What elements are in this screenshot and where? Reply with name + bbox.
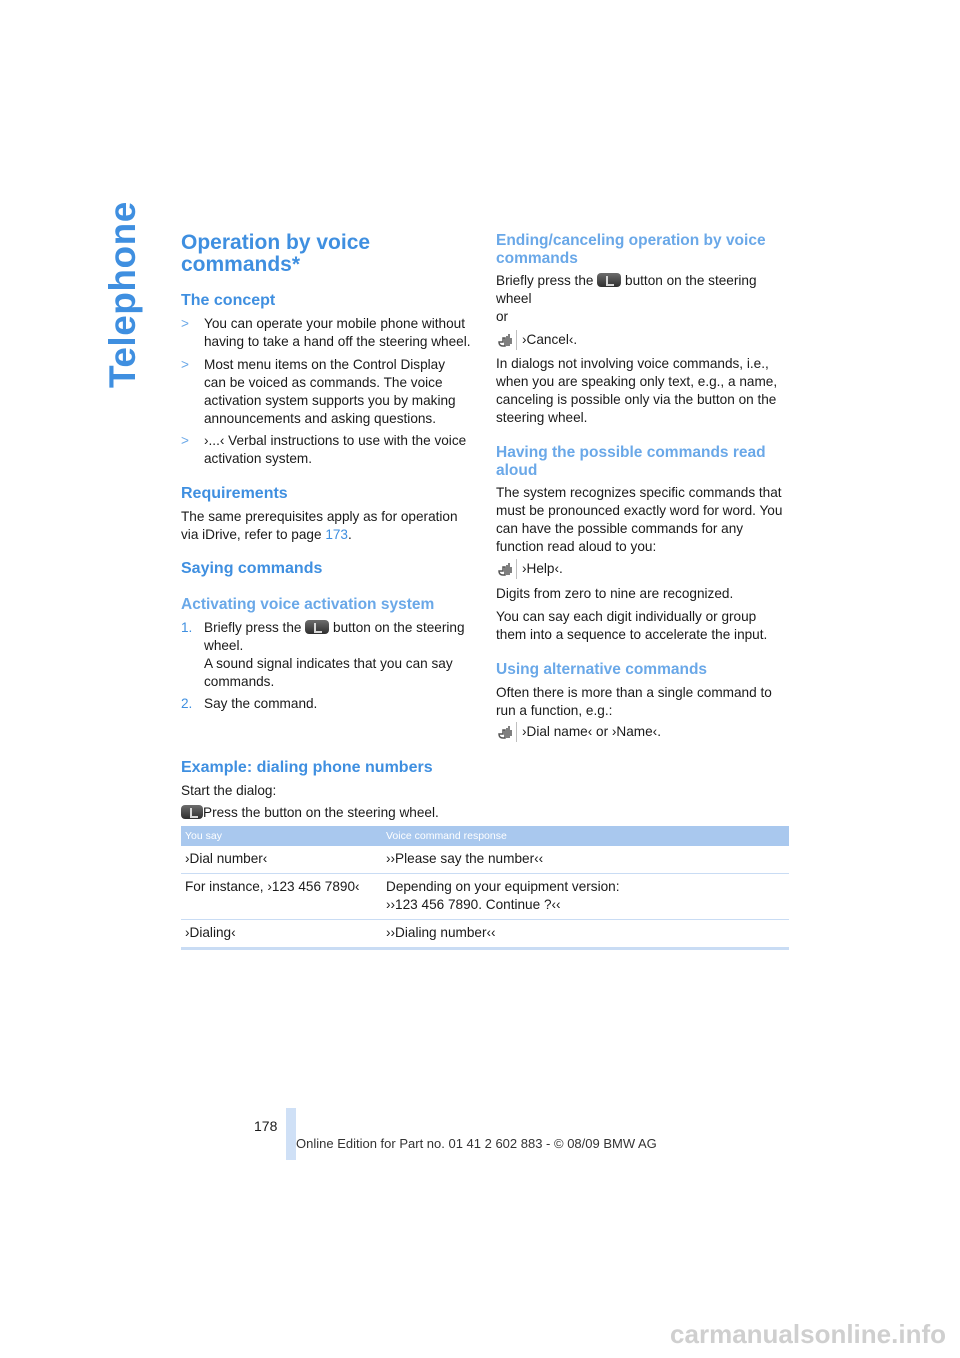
section-heading: Operation by voice commands* — [181, 231, 371, 276]
voice-button-icon — [181, 805, 203, 819]
table-row — [181, 846, 789, 874]
dialogs-text: In dialogs not involving voice commands, i.e., when you are speaking only text, e.g., a name, canceling is possible only via the button on the steering wheel. — [496, 356, 778, 425]
activating-heading: Activating voice activation system — [181, 596, 435, 613]
table-cell: Depending on your equipment version: ››123 456 7890. Continue ?‹‹ — [382, 874, 789, 920]
table-header-row — [181, 826, 789, 846]
column-header: Voice command response — [382, 826, 789, 846]
table-row — [181, 874, 789, 920]
ending-text: Briefly press the button on the steering wheel or — [496, 273, 757, 324]
footer-edition: Online Edition for Part no. 01 41 2 602 883 - © 08/09 BMW AG — [296, 1136, 657, 1151]
voice-button-icon — [305, 620, 329, 634]
example-start-text: Start the dialog: — [181, 783, 277, 798]
page-number: 178 — [254, 1118, 278, 1134]
table-cell: For instance, ›123 456 7890‹ — [181, 874, 382, 920]
table-cell: ››Dialing number‹‹ — [382, 920, 789, 949]
command-table — [181, 826, 789, 950]
readaloud-text: The system recognizes specific commands that must be pronounced exactly word for word. You can have the possible commands for any function read aloud to you: — [496, 485, 783, 554]
group-text: You can say each digit individually or group them into a sequence to accelerate the input. — [496, 609, 768, 642]
requirements-heading: Requirements — [181, 485, 288, 502]
voice-command-icon — [496, 330, 517, 350]
readaloud-heading: Having the possible commands read aloud — [496, 444, 766, 479]
digits-text: Digits from zero to nine are recognized. — [496, 586, 734, 601]
table-cell: ›Dialing‹ — [181, 920, 382, 949]
saying-commands-heading: Saying commands — [181, 560, 323, 577]
alternative-text: Often there is more than a single command to run a function, e.g.: — [496, 685, 772, 718]
example-heading: Example: dialing phone numbers — [181, 759, 433, 776]
table-row — [181, 920, 789, 949]
column-header: You say — [181, 826, 382, 846]
voice-command-icon — [496, 722, 517, 742]
voice-command-icon — [496, 559, 517, 579]
requirements-text: The same prerequisites apply as for operation via iDrive, refer to page 173. — [181, 509, 458, 542]
concept-heading: The concept — [181, 292, 276, 309]
watermark: carmanualsonline.info — [670, 1319, 946, 1349]
example-press-text: Press the button on the steering wheel. — [181, 804, 439, 822]
page-reference-link[interactable]: 173 — [325, 527, 348, 542]
table-cell: ›Dial number‹ — [181, 846, 382, 874]
alternative-heading: Using alternative commands — [496, 661, 708, 678]
voice-button-icon — [597, 273, 621, 287]
footer-accent-bar — [286, 1108, 296, 1160]
table-cell: ››Please say the number‹‹ — [382, 846, 789, 874]
ending-heading: Ending/canceling operation by voice commands — [496, 232, 766, 267]
section-side-title: Telephone — [102, 201, 143, 388]
